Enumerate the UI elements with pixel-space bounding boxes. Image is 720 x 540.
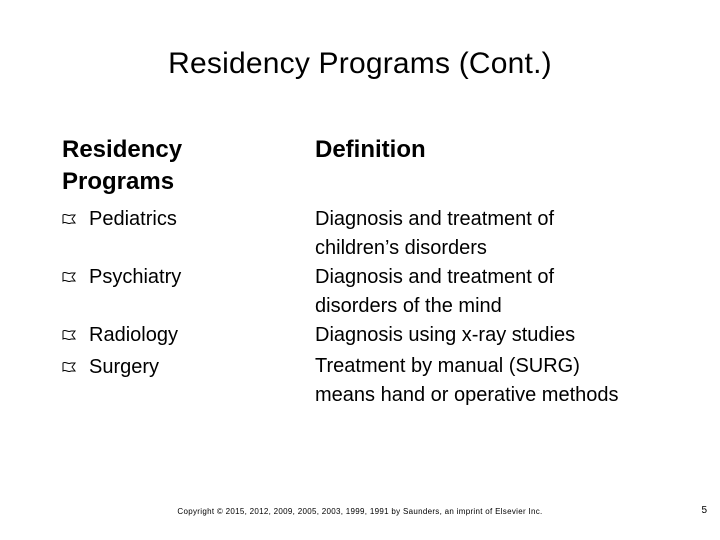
definition-line: Diagnosis and treatment of xyxy=(315,208,555,230)
definition-item xyxy=(315,263,554,321)
programs-column xyxy=(62,134,292,378)
copyright-footer: Copyright © 2015, 2012, 2009, 2005, 2003, 1999, 1991 by Saunders, an imprint of Elsevier Inc. xyxy=(177,507,543,516)
definition-header: Definition xyxy=(315,136,426,163)
program-item xyxy=(62,320,178,350)
definition-line: Treatment by manual (SURG) xyxy=(315,355,580,377)
definition-item xyxy=(315,205,554,263)
definition-line: children’s disorders xyxy=(315,237,487,259)
programs-header-line1: Residency xyxy=(62,136,183,163)
program-label: Pediatrics xyxy=(89,208,177,230)
program-label: Surgery xyxy=(89,356,160,378)
definition-line: disorders of the mind xyxy=(315,295,502,317)
programs-header xyxy=(62,134,292,198)
programs-header-line2: Programs xyxy=(62,168,175,195)
program-item xyxy=(62,352,159,382)
slide-title: Residency Programs (Cont.) xyxy=(168,47,552,80)
program-label: Radiology xyxy=(89,324,178,346)
definitions-column xyxy=(315,134,715,406)
program-item xyxy=(62,204,177,234)
definition-line: means hand or operative methods xyxy=(315,384,619,406)
definition-item xyxy=(315,352,619,410)
program-label: Psychiatry xyxy=(89,266,182,288)
ribbon-bullet-icon xyxy=(62,361,76,373)
ribbon-bullet-icon xyxy=(62,329,76,341)
program-item xyxy=(62,262,181,292)
definition-line: Diagnosis using x-ray studies xyxy=(315,324,576,346)
ribbon-bullet-icon xyxy=(62,271,76,283)
ribbon-bullet-icon xyxy=(62,213,76,225)
definition-line: Diagnosis and treatment of xyxy=(315,266,555,288)
definition-item xyxy=(315,321,575,350)
page-number: 5 xyxy=(701,505,707,516)
